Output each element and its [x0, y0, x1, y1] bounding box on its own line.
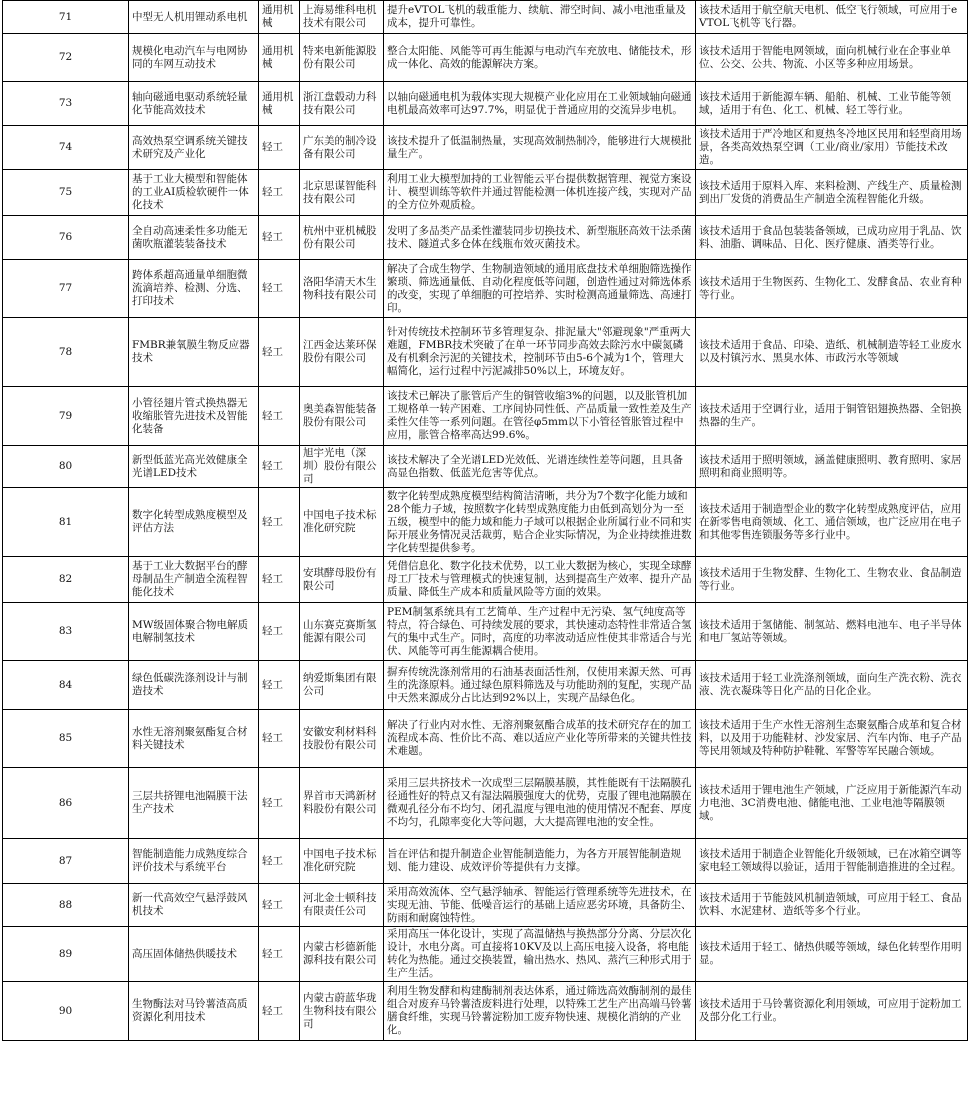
row-number-cell: 83 — [3, 603, 129, 661]
industry-cell: 通用机械 — [259, 82, 300, 126]
organization-cell: 纳爱斯集团有限公司 — [300, 661, 384, 710]
table-row — [3, 446, 968, 488]
row-number-cell: 81 — [3, 488, 129, 557]
technology-name-cell: 水性无溶剂聚氨酯复合材料关键技术 — [129, 710, 259, 768]
row-number-cell: 79 — [3, 387, 129, 446]
application-scope-cell: 该技术适用于马铃薯资源化利用领域，可应用于淀粉加工及部分化工行业。 — [696, 982, 968, 1041]
technology-description-cell: 该技术解决了全光谱LED光效低、光谱连续性差等问题，且具备高显色指数、低蓝光危害等优点。 — [384, 446, 696, 488]
technology-name-cell: 轴向磁通电驱动系统轻量化节能高效技术 — [129, 82, 259, 126]
technology-name-cell: 全自动高速柔性多功能无菌吹瓶灌装装备技术 — [129, 216, 259, 260]
table-body — [3, 1, 968, 1041]
technology-name-cell: 数字化转型成熟度模型及评估方法 — [129, 488, 259, 557]
technology-description-cell: 数字化转型成熟度模型结构简洁清晰，共分为7个数字化能力域和28个能力子域，按照数字化转型成熟度能力由低到高划分为一至五级，模型中的能力域和能力子域可以根据企业所属行业不同和实际开展业务情况灵活裁剪，贴合企业实际情况，为企业持续推进数字化转型提供参考。 — [384, 488, 696, 557]
organization-cell: 特来电新能源股份有限公司 — [300, 34, 384, 82]
table-row — [3, 839, 968, 884]
application-scope-cell: 该技术适用于照明领域，涵盖健康照明、教育照明、家居照明和商业照明等。 — [696, 446, 968, 488]
table-row — [3, 387, 968, 446]
table-row — [3, 884, 968, 927]
industry-cell: 轻工 — [259, 839, 300, 884]
technology-name-cell: 新一代高效空气悬浮鼓风机技术 — [129, 884, 259, 927]
organization-cell: 内蒙古杉德新能源科技有限公司 — [300, 927, 384, 982]
table-row — [3, 126, 968, 170]
organization-cell: 北京思谋智能科技有限公司 — [300, 170, 384, 216]
row-number-cell: 74 — [3, 126, 129, 170]
industry-cell: 轻工 — [259, 884, 300, 927]
technology-description-cell: 旨在评估和提升制造企业智能制造能力，为各方开展智能制造规划、能力建设、成效评价等提供有力支撑。 — [384, 839, 696, 884]
technology-description-cell: PEM制氢系统具有工艺简单、生产过程中无污染、氢气纯度高等特点，符合绿色、可持续发展的要求，其快速动态特性非常适合氢气的集中式生产。同时，高度的功率波动适应性使其非常适合与光伏、风能等可再生能源耦合使用。 — [384, 603, 696, 661]
industry-cell: 轻工 — [259, 260, 300, 318]
technology-name-cell: 高压固体储热供暖技术 — [129, 927, 259, 982]
industry-cell: 轻工 — [259, 661, 300, 710]
technology-description-cell: 采用高效流体、空气悬浮轴承、智能运行管理系统等先进技术，在实现无油、节能、低噪音运行的基础上适应恶劣环境，具备防尘、防雨和耐腐蚀特性。 — [384, 884, 696, 927]
technology-description-cell: 该技术已解决了胀管后产生的铜管收缩3%的问题，以及胀管机加工规格单一转产困难、工序间协同性低、产品质量一致性差及生产柔性欠佳等一系列问题。在管径φ5mm以下小管径管胀管过程中应用，胀管合格率高达99.6%。 — [384, 387, 696, 446]
row-number-cell: 85 — [3, 710, 129, 768]
organization-cell: 中国电子技术标准化研究院 — [300, 839, 384, 884]
application-scope-cell: 该技术适用于节能鼓风机制造领域，可应用于轻工、食品饮料、水泥建材、造纸等多个行业。 — [696, 884, 968, 927]
row-number-cell: 89 — [3, 927, 129, 982]
row-number-cell: 73 — [3, 82, 129, 126]
application-scope-cell: 该技术适用于氢储能、制氢站、燃料电池车、电子半导体和电厂氢站等领域。 — [696, 603, 968, 661]
industry-cell: 轻工 — [259, 446, 300, 488]
application-scope-cell: 该技术适用于食品、印染、造纸、机械制造等轻工业废水以及村镇污水、黑臭水体、市政污水等领域 — [696, 318, 968, 387]
application-scope-cell: 该技术适用于空调行业，适用于铜管铝翅换热器、全铝换热器的生产。 — [696, 387, 968, 446]
industry-cell: 通用机械 — [259, 34, 300, 82]
industry-cell: 轻工 — [259, 768, 300, 839]
table-row — [3, 488, 968, 557]
technology-description-cell: 提升eVTOL飞机的载重能力、续航、滞空时间、减小电池重量及成本，提升可靠性。 — [384, 1, 696, 34]
application-scope-cell: 该技术适用于轻工、储热供暖等领域，绿色化转型作用明显。 — [696, 927, 968, 982]
organization-cell: 旭宇光电（深圳）股份有限公司 — [300, 446, 384, 488]
industry-cell: 轻工 — [259, 170, 300, 216]
technology-name-cell: 绿色低碳洗涤剂设计与制造技术 — [129, 661, 259, 710]
row-number-cell: 77 — [3, 260, 129, 318]
table-row — [3, 82, 968, 126]
application-scope-cell: 该技术适用于制造企业智能化升级领域，已在冰箱空调等家电轻工领域得以验证，适用于智能制造推进的全过程。 — [696, 839, 968, 884]
table-row — [3, 1, 968, 34]
industry-cell: 轻工 — [259, 488, 300, 557]
industry-cell: 轻工 — [259, 603, 300, 661]
technology-name-cell: MW级固体聚合物电解质电解制氢技术 — [129, 603, 259, 661]
organization-cell: 内蒙古蔚蓝华珑生物科技有限公司 — [300, 982, 384, 1041]
industry-cell: 轻工 — [259, 387, 300, 446]
application-scope-cell: 该技术适用于严冷地区和夏热冬冷地区民用和轻型商用场景，各类高效热泵空调（工业/商业/家用）节能技术改造。 — [696, 126, 968, 170]
row-number-cell: 78 — [3, 318, 129, 387]
technology-name-cell: 高效热泵空调系统关键技术研究及产业化 — [129, 126, 259, 170]
industry-cell: 轻工 — [259, 927, 300, 982]
application-scope-cell: 该技术适用于航空航天电机、低空飞行领域，可应用于eVTOL飞机等飞行器。 — [696, 1, 968, 34]
row-number-cell: 88 — [3, 884, 129, 927]
technology-description-cell: 解决了行业内对水性、无溶剂聚氨酯合成革的技术研究存在的加工流程成本高、性价比不高、难以适应产业化等所带来的关键共性技术难题。 — [384, 710, 696, 768]
application-scope-cell: 该技术适用于智能电网领域，面向机械行业在企事业单位、公交、公共、物流、小区等多种应用场景。 — [696, 34, 968, 82]
technology-description-cell: 发明了多品类产品柔性灌装同步切换技术、新型瓶胚高效干法杀菌技术、隧道式多仓体在线瓶布效灭菌技术。 — [384, 216, 696, 260]
application-scope-cell: 该技术适用于食品包装装备领域，已成功应用于乳品、饮料、油脂、调味品、日化、医疗健康、酒类等行业。 — [696, 216, 968, 260]
application-scope-cell: 该技术适用于锂电池生产领域，广泛应用于新能源汽车动力电池、3C消费电池、储能电池、工业电池等隔膜领域。 — [696, 768, 968, 839]
organization-cell: 河北金士顿科技有限责任公司 — [300, 884, 384, 927]
application-scope-cell: 该技术适用于生物医药、生物化工、发酵食品、农业育种等行业。 — [696, 260, 968, 318]
row-number-cell: 84 — [3, 661, 129, 710]
application-scope-cell: 该技术适用于生产水性无溶剂生态聚氨酯合成革和复合材料，以及用于功能鞋材、沙发家居、汽车内饰、电子产品等民用领域及特种防护鞋靴、军警等军民融合领域。 — [696, 710, 968, 768]
technology-description-cell: 以轴向磁通电机为载体实现大规模产业化应用在工业领域轴向磁通电机最高效率可达97.7%，明显优于普通应用的交流异步电机。 — [384, 82, 696, 126]
technology-description-cell: 该技术提升了低温制热量，实现高效制热制冷，能够进行大规模批量生产。 — [384, 126, 696, 170]
technology-name-cell: 中型无人机用锂动系电机 — [129, 1, 259, 34]
row-number-cell: 82 — [3, 557, 129, 603]
row-number-cell: 87 — [3, 839, 129, 884]
technology-description-cell: 针对传统技术控制环节多管理复杂、排泥量大"邻避现象"严重两大难题，FMBR技术突破了在单一环节同步高效去除污水中碳氮磷及有机剩余污泥的关键技术，控制环节由5-6个减为1个，管理大幅简化，运行过程中污泥减排50%以上，环境友好。 — [384, 318, 696, 387]
technology-description-cell: 利用生物发酵和构建酶制剂表达体系，通过筛选高效酶制剂的最佳组合对废弃马铃薯渣废料进行处理，以特殊工艺生产出高端马铃薯膳食纤维，实现马铃薯淀粉加工废弃物快速、规模化消纳的产业化。 — [384, 982, 696, 1041]
organization-cell: 山东赛克赛斯氢能源有限公司 — [300, 603, 384, 661]
organization-cell: 中国电子技术标准化研究院 — [300, 488, 384, 557]
application-scope-cell: 该技术适用于新能源车辆、船舶、机械、工业节能等领域，适用于有色、化工、机械、轻工等行业。 — [696, 82, 968, 126]
table-row — [3, 557, 968, 603]
technology-name-cell: 小管径翅片管式换热器无收缩胀管先进技术及智能化装备 — [129, 387, 259, 446]
table-row — [3, 216, 968, 260]
row-number-cell: 71 — [3, 1, 129, 34]
technology-description-cell: 解决了合成生物学、生物制造领域的通用底盘技术单细胞筛选操作繁琐、筛选通量低、自动化程度低等问题，创造性通过对筛选体系的改变，实现了单细胞的可控培养、实时检测高通量筛选、高速打印。 — [384, 260, 696, 318]
table-row — [3, 318, 968, 387]
technology-description-cell: 凭借信息化、数字化技术优势，以工业大数据为核心，实现全球酵母工厂技术与管理模式的快速复制，达到提高生产效率、提升产品质量、降低生产成本和质量风险等方面的效果。 — [384, 557, 696, 603]
technology-description-cell: 利用工业大模型加持的工业智能云平台提供数据管理、视觉方案设计、模型训练等软件并通过智能检测一体机连接产线，实现对产品的全方位外观质检。 — [384, 170, 696, 216]
industry-cell: 通用机械 — [259, 1, 300, 34]
table-row — [3, 661, 968, 710]
organization-cell: 奥美森智能装备股份有限公司 — [300, 387, 384, 446]
industry-cell: 轻工 — [259, 982, 300, 1041]
table-row — [3, 603, 968, 661]
technology-name-cell: 跨体系超高通量单细胞微流滴培养、检测、分选、打印技术 — [129, 260, 259, 318]
row-number-cell: 90 — [3, 982, 129, 1041]
organization-cell: 上海易维科电机技术有限公司 — [300, 1, 384, 34]
organization-cell: 广东美的制冷设备有限公司 — [300, 126, 384, 170]
application-scope-cell: 该技术适用于原料入库、来料检测、产线生产、质量检测到出厂发货的消费品生产制造全流程智能化升级。 — [696, 170, 968, 216]
technology-description-cell: 摒弃传统洗涤剂常用的石油基表面活性剂，仅使用来源天然、可再生的洗涤原料。通过绿色原料筛选及与功能助剂的复配，实现产品中天然来源成分占比达到92%以上，实现产品绿色化。 — [384, 661, 696, 710]
technology-name-cell: 三层共挤锂电池隔膜干法生产技术 — [129, 768, 259, 839]
industry-cell: 轻工 — [259, 318, 300, 387]
industry-cell: 轻工 — [259, 126, 300, 170]
table-row — [3, 710, 968, 768]
application-scope-cell: 该技术适用于生物发酵、生物化工、生物农业、食品制造等行业。 — [696, 557, 968, 603]
technology-description-cell: 采用三层共挤技术一次成型三层隔膜基膜，其性能既有干法隔膜孔径通性好的特点又有湿法隔膜强度大的优势，克服了锂电池隔膜在微观孔径分布不均匀、闭孔温度与锂电池的使用情况不配套、厚度不均匀，孔隙率变化大等问题，大大提高锂电池的安全性。 — [384, 768, 696, 839]
industry-cell: 轻工 — [259, 557, 300, 603]
technology-description-cell: 整合太阳能、风能等可再生能源与电动汽车充放电、储能技术，形成一体化、高效的能源解决方案。 — [384, 34, 696, 82]
industry-cell: 轻工 — [259, 216, 300, 260]
technology-table — [2, 0, 968, 1041]
row-number-cell: 75 — [3, 170, 129, 216]
organization-cell: 浙江盘毂动力科技有限公司 — [300, 82, 384, 126]
technology-name-cell: 智能制造能力成熟度综合评价技术与系统平台 — [129, 839, 259, 884]
organization-cell: 洛阳华清天木生物科技有限公司 — [300, 260, 384, 318]
row-number-cell: 80 — [3, 446, 129, 488]
table-row — [3, 170, 968, 216]
technology-name-cell: 规模化电动汽车与电网协同的车网互动技术 — [129, 34, 259, 82]
industry-cell: 轻工 — [259, 710, 300, 768]
organization-cell: 安琪酵母股份有限公司 — [300, 557, 384, 603]
table-row — [3, 927, 968, 982]
technology-name-cell: 基于工业大数据平台的酵母制品生产制造全流程智能化技术 — [129, 557, 259, 603]
technology-description-cell: 采用高压一体化设计，实现了高温储热与换热部分分离、分层次化设计，水电分离。可直接将10KV及以上高压电接入设备，将电能转化为热能。通过交换装置，输出热水、热风、蒸汽三种形式用于生产生活。 — [384, 927, 696, 982]
organization-cell: 杭州中亚机械股份有限公司 — [300, 216, 384, 260]
application-scope-cell: 该技术适用于轻工业洗涤剂领域，面向生产洗衣粉、洗衣液、洗衣凝珠等日化产品的日化企业。 — [696, 661, 968, 710]
technology-name-cell: 生物酶法对马铃薯渣高质资源化利用技术 — [129, 982, 259, 1041]
table-row — [3, 260, 968, 318]
application-scope-cell: 该技术适用于制造型企业的数字化转型成熟度评估，应用在新零售电商领域、化工、通信领域，也广泛应用在电子和其他零售连锁服务等多行业中。 — [696, 488, 968, 557]
technology-name-cell: FMBR兼氧膜生物反应器技术 — [129, 318, 259, 387]
row-number-cell: 76 — [3, 216, 129, 260]
technology-name-cell: 基于工业大模型和智能体的工业AI质检软硬件一体化技术 — [129, 170, 259, 216]
organization-cell: 安徽安利材料科技股份有限公司 — [300, 710, 384, 768]
table-row — [3, 982, 968, 1041]
technology-name-cell: 新型低蓝光高光效健康全光谱LED技术 — [129, 446, 259, 488]
table-row — [3, 34, 968, 82]
organization-cell: 江西金达莱环保股份有限公司 — [300, 318, 384, 387]
table-row — [3, 768, 968, 839]
row-number-cell: 72 — [3, 34, 129, 82]
row-number-cell: 86 — [3, 768, 129, 839]
organization-cell: 界首市天鸿新材料股份有限公司 — [300, 768, 384, 839]
